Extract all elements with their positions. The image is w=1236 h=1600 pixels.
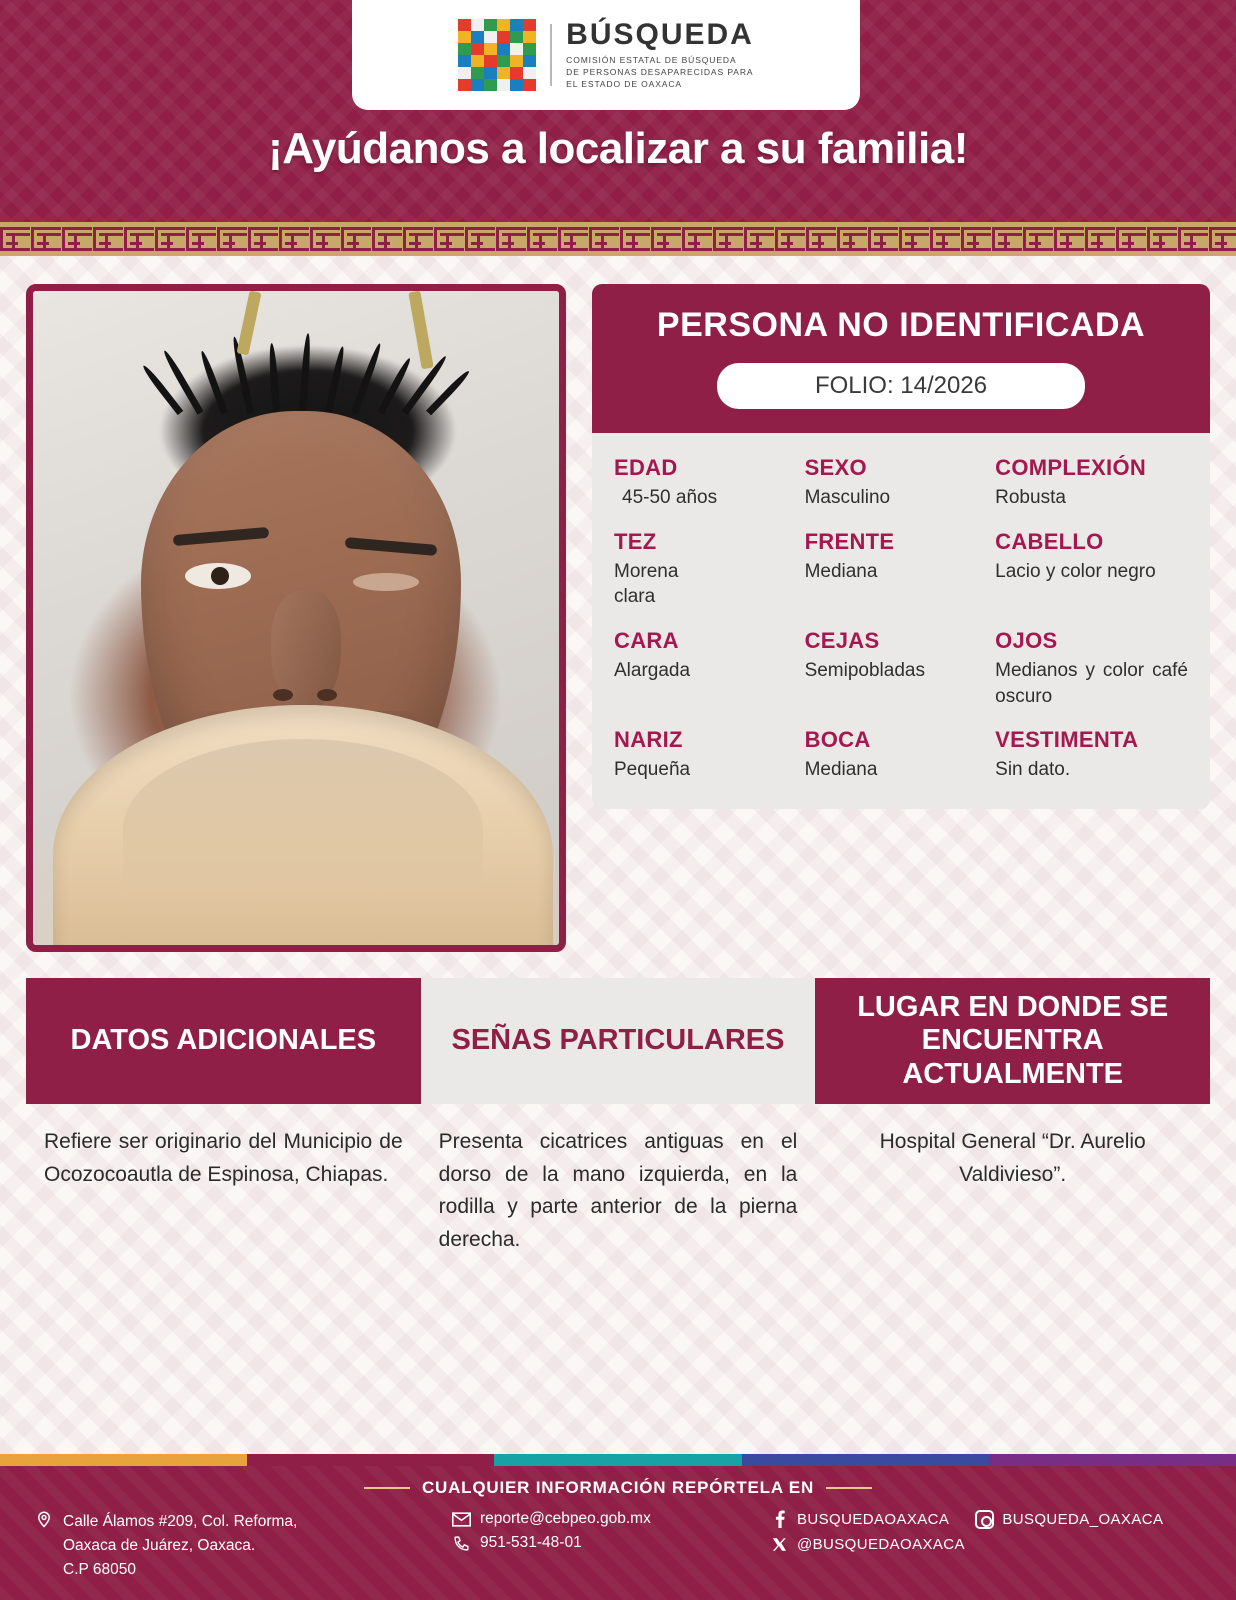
logo-divider bbox=[550, 24, 552, 86]
folio-badge: FOLIO: 14/2026 bbox=[717, 363, 1085, 409]
attribute-tez bbox=[614, 529, 793, 610]
twitter-handle: @BUSQUEDAOAXACA bbox=[797, 1535, 965, 1553]
email-text: reporte@cebpeo.gob.mx bbox=[480, 1510, 651, 1528]
phone-row[interactable] bbox=[452, 1534, 752, 1553]
attribute-boca bbox=[805, 727, 984, 783]
footer-columns bbox=[0, 1510, 1236, 1582]
facebook-handle: BUSQUEDAOAXACA bbox=[797, 1510, 950, 1528]
cervical-collar bbox=[53, 705, 553, 945]
address-line-1: Calle Álamos #209, Col. Reforma, bbox=[63, 1512, 298, 1530]
section-title: SEÑAS PARTICULARES bbox=[421, 978, 816, 1104]
address-line-2: Oaxaca de Juárez, Oaxaca. bbox=[63, 1536, 256, 1554]
attribute-cara bbox=[614, 628, 793, 709]
greek-key-pattern bbox=[0, 227, 1236, 251]
section-title: DATOS ADICIONALES bbox=[26, 978, 421, 1104]
report-line bbox=[0, 1478, 1236, 1498]
logo-subtitle-line-2: DE PERSONAS DESAPARECIDAS PARA bbox=[566, 66, 754, 77]
attribute-label: CEJAS bbox=[804, 628, 880, 654]
attribute-value: 45-50 años bbox=[622, 487, 718, 509]
attribute-value: Masculino bbox=[804, 487, 891, 509]
dash-right-icon bbox=[826, 1487, 872, 1489]
attribute-complexion bbox=[995, 455, 1188, 511]
card-title: PERSONA NO IDENTIFICADA bbox=[656, 306, 1146, 344]
attribute-edad bbox=[614, 455, 793, 511]
section-body: Presenta cicatrices antiguas en el dorso de la mano izquierda, en la rodilla y parte anterior de la pierna derecha. bbox=[438, 1130, 798, 1251]
twitter-link[interactable] bbox=[770, 1535, 965, 1554]
x-twitter-icon bbox=[770, 1535, 789, 1554]
busqueda-logo-icon bbox=[458, 19, 536, 91]
attribute-label: TEZ bbox=[614, 528, 657, 554]
instagram-icon bbox=[975, 1510, 994, 1529]
attribute-frente bbox=[805, 529, 984, 610]
social-row-1 bbox=[770, 1510, 1202, 1529]
attribute-value: Alargada bbox=[614, 660, 691, 682]
instagram-handle: BUSQUEDA_OAXACA bbox=[1002, 1510, 1164, 1528]
footer-color-stripe bbox=[0, 1454, 1236, 1466]
logo-title: BÚSQUEDA bbox=[566, 17, 754, 51]
section-body: Refiere ser originario del Municipio de Ocozocoautla de Espinosa, Chiapas. bbox=[44, 1130, 403, 1186]
attribute-sexo bbox=[805, 455, 984, 511]
logo-subtitle-line-1: COMISIÓN ESTATAL DE BÚSQUEDA bbox=[566, 54, 737, 65]
attribute-label: VESTIMENTA bbox=[995, 727, 1139, 753]
greek-key-band bbox=[0, 222, 1236, 256]
instagram-link[interactable] bbox=[975, 1510, 1163, 1529]
poster-header bbox=[0, 0, 1236, 222]
attribute-label: BOCA bbox=[804, 727, 871, 753]
photo-image bbox=[33, 291, 559, 945]
report-label: CUALQUIER INFORMACIÓN REPÓRTELA EN bbox=[421, 1477, 815, 1497]
phone-icon bbox=[452, 1534, 471, 1553]
facebook-link[interactable] bbox=[770, 1510, 949, 1529]
card-header bbox=[592, 284, 1210, 433]
attribute-label: CABELLO bbox=[995, 528, 1104, 554]
pupil-left bbox=[211, 567, 229, 585]
attribute-label: CARA bbox=[614, 628, 679, 654]
attribute-label: NARIZ bbox=[614, 727, 683, 753]
location-pin-icon bbox=[34, 1510, 53, 1529]
attribute-label: OJOS bbox=[995, 628, 1058, 654]
attribute-value: Lacio y color negro bbox=[995, 560, 1156, 582]
attribute-label: SEXO bbox=[804, 455, 867, 481]
attribute-nariz bbox=[614, 727, 793, 783]
nostril-right bbox=[317, 689, 337, 701]
poster-footer bbox=[0, 1454, 1236, 1600]
eye-left bbox=[185, 563, 251, 589]
attribute-value: Mediana bbox=[804, 759, 878, 781]
footer-social-block bbox=[770, 1510, 1202, 1560]
attribute-value: Semipobladas bbox=[804, 660, 925, 682]
envelope-icon bbox=[452, 1510, 471, 1529]
poster-headline: ¡Ayúdanos a localizar a su familia! bbox=[268, 124, 968, 173]
section-title: LUGAR EN DONDE SE ENCUENTRA ACTUALMENTE bbox=[815, 978, 1210, 1104]
footer-main bbox=[0, 1466, 1236, 1600]
attribute-label: FRENTE bbox=[804, 528, 895, 554]
nostril-left bbox=[273, 689, 293, 701]
person-photo bbox=[26, 284, 566, 952]
top-row bbox=[26, 284, 1210, 952]
attribute-cabello bbox=[995, 529, 1188, 610]
attribute-value: Mediana bbox=[804, 560, 878, 582]
section-lugar-actual bbox=[815, 978, 1210, 1256]
social-row-2 bbox=[770, 1535, 1202, 1554]
logo-subtitle bbox=[566, 54, 754, 91]
address-text bbox=[63, 1510, 297, 1582]
nose-region bbox=[271, 591, 341, 711]
attributes-grid bbox=[592, 433, 1210, 809]
sections-row bbox=[26, 978, 1210, 1256]
attribute-label: EDAD bbox=[614, 455, 678, 481]
poster-body bbox=[0, 256, 1236, 1456]
logo-subtitle-line-3: EL ESTADO DE OAXACA bbox=[566, 79, 682, 90]
attribute-cejas bbox=[805, 628, 984, 709]
section-senas-particulares bbox=[421, 978, 816, 1256]
dash-left-icon bbox=[364, 1487, 410, 1489]
section-datos-adicionales bbox=[26, 978, 421, 1256]
attribute-value: Robusta bbox=[995, 487, 1066, 509]
attribute-vestimenta bbox=[995, 727, 1188, 783]
footer-contact-block bbox=[452, 1510, 752, 1558]
info-column bbox=[592, 284, 1210, 952]
footer-address-block bbox=[34, 1510, 434, 1582]
attribute-label: COMPLEXIÓN bbox=[995, 455, 1147, 481]
eye-right bbox=[353, 573, 419, 591]
logo-text bbox=[566, 17, 754, 91]
address-line-3: C.P 68050 bbox=[63, 1560, 136, 1578]
attribute-ojos bbox=[995, 628, 1188, 709]
section-body: Hospital General “Dr. Aurelio Valdivieso”. bbox=[879, 1130, 1146, 1186]
phone-text: 951-531-48-01 bbox=[480, 1534, 582, 1552]
email-row[interactable] bbox=[452, 1510, 752, 1529]
attribute-value: Sin dato. bbox=[995, 759, 1071, 781]
attribute-value: Pequeña bbox=[614, 759, 691, 781]
facebook-icon bbox=[770, 1510, 789, 1529]
logo-card bbox=[352, 0, 860, 110]
attribute-value: Medianos y color café oscuro bbox=[995, 660, 1188, 707]
attribute-value: Morena clara bbox=[614, 560, 679, 608]
